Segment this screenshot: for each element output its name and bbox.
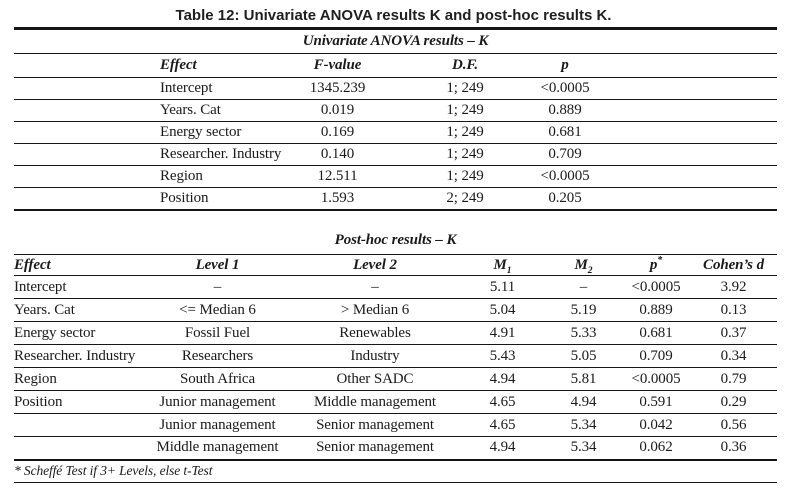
anova-cell-p: 0.205 xyxy=(535,188,595,210)
spacer-cell xyxy=(595,100,777,122)
anova-cell-effect: Intercept xyxy=(160,78,280,100)
posthoc-cell-level1: Fossil Fuel xyxy=(145,322,290,345)
posthoc-cell-d: 0.29 xyxy=(690,391,777,414)
anova-cell-effect: Position xyxy=(160,188,280,210)
anova-cell-p: 0.889 xyxy=(535,100,595,122)
anova-cell-df: 2; 249 xyxy=(395,188,535,210)
posthoc-cell-m2: 5.34 xyxy=(545,414,622,437)
posthoc-cell-p: 0.889 xyxy=(622,299,690,322)
posthoc-cell-m2: 5.81 xyxy=(545,368,622,391)
posthoc-cell-m1: 5.43 xyxy=(460,345,545,368)
spacer-cell xyxy=(14,54,160,78)
table-row xyxy=(14,368,777,391)
posthoc-cell-effect: Energy sector xyxy=(14,322,145,345)
m2-label: M xyxy=(574,256,588,273)
table-footnote-row xyxy=(14,460,777,483)
spacer-cell xyxy=(595,122,777,144)
posthoc-col-level2: Level 2 xyxy=(290,255,460,276)
anova-cell-p: 0.681 xyxy=(535,122,595,144)
posthoc-cell-m2: 5.05 xyxy=(545,345,622,368)
posthoc-cell-d: 3.92 xyxy=(690,276,777,299)
anova-results-table xyxy=(14,27,777,211)
posthoc-cell-m2: 5.33 xyxy=(545,322,622,345)
p-label: p xyxy=(649,256,658,273)
posthoc-cell-level1: Middle management xyxy=(145,437,290,460)
table-row xyxy=(14,414,777,437)
anova-cell-fvalue: 0.140 xyxy=(280,144,395,166)
table-footnote: * Scheffé Test if 3+ Levels, else t-Test xyxy=(14,460,777,483)
posthoc-cell-level2: Renewables xyxy=(290,322,460,345)
posthoc-cell-level2: Senior management xyxy=(290,437,460,460)
posthoc-cell-level2: Middle management xyxy=(290,391,460,414)
anova-col-p: p xyxy=(535,54,595,78)
posthoc-cell-m1: 5.11 xyxy=(460,276,545,299)
posthoc-cell-m2: – xyxy=(545,276,622,299)
posthoc-cell-d: 0.37 xyxy=(690,322,777,345)
anova-cell-fvalue: 0.169 xyxy=(280,122,395,144)
anova-cell-effect: Years. Cat xyxy=(160,100,280,122)
anova-cell-df: 1; 249 xyxy=(395,166,535,188)
p-asterisk: * xyxy=(657,254,663,266)
posthoc-col-effect: Effect xyxy=(14,255,145,276)
spacer-cell xyxy=(14,166,160,188)
spacer-cell xyxy=(595,54,777,78)
posthoc-col-cohens-d: Cohen’s d xyxy=(690,255,777,276)
posthoc-cell-d: 0.34 xyxy=(690,345,777,368)
posthoc-cell-d: 0.56 xyxy=(690,414,777,437)
table-row xyxy=(14,299,777,322)
anova-cell-p: 0.709 xyxy=(535,144,595,166)
spacer-cell xyxy=(14,122,160,144)
posthoc-cell-level1: <= Median 6 xyxy=(145,299,290,322)
posthoc-cell-m1: 4.94 xyxy=(460,368,545,391)
posthoc-cell-level2: > Median 6 xyxy=(290,299,460,322)
anova-col-effect: Effect xyxy=(160,54,280,78)
posthoc-cell-p: 0.591 xyxy=(622,391,690,414)
spacer-cell xyxy=(595,144,777,166)
table-row xyxy=(14,78,777,100)
table-row xyxy=(14,166,777,188)
table-row xyxy=(14,144,777,166)
anova-header-row xyxy=(14,54,777,78)
posthoc-cell-level2: Industry xyxy=(290,345,460,368)
posthoc-cell-m2: 5.34 xyxy=(545,437,622,460)
posthoc-col-m2 xyxy=(545,255,622,276)
posthoc-cell-p: <0.0005 xyxy=(622,368,690,391)
m1-subscript: 1 xyxy=(506,265,512,276)
posthoc-cell-level1: Researchers xyxy=(145,345,290,368)
posthoc-cell-d: 0.13 xyxy=(690,299,777,322)
posthoc-section-title: Post-hoc results – K xyxy=(14,228,777,255)
posthoc-section-title-row xyxy=(14,228,777,255)
posthoc-cell-effect: Position xyxy=(14,391,145,414)
posthoc-cell-level2: Other SADC xyxy=(290,368,460,391)
spacer-cell xyxy=(595,188,777,210)
posthoc-cell-p: <0.0005 xyxy=(622,276,690,299)
anova-cell-fvalue: 1.593 xyxy=(280,188,395,210)
posthoc-col-p xyxy=(622,255,690,276)
posthoc-cell-effect: Intercept xyxy=(14,276,145,299)
anova-cell-fvalue: 1345.239 xyxy=(280,78,395,100)
anova-col-fvalue: F-value xyxy=(280,54,395,78)
table-row xyxy=(14,345,777,368)
anova-section-title: Univariate ANOVA results – K xyxy=(14,29,777,54)
posthoc-cell-effect: Region xyxy=(14,368,145,391)
posthoc-results-table xyxy=(14,228,777,484)
posthoc-cell-effect: Researcher. Industry xyxy=(14,345,145,368)
anova-cell-effect: Region xyxy=(160,166,280,188)
anova-cell-df: 1; 249 xyxy=(395,100,535,122)
posthoc-cell-d: 0.36 xyxy=(690,437,777,460)
anova-cell-df: 1; 249 xyxy=(395,144,535,166)
posthoc-cell-p: 0.062 xyxy=(622,437,690,460)
spacer-cell xyxy=(595,166,777,188)
posthoc-cell-p: 0.681 xyxy=(622,322,690,345)
table-row xyxy=(14,322,777,345)
table-row xyxy=(14,391,777,414)
posthoc-cell-level1: – xyxy=(145,276,290,299)
anova-section-title-row xyxy=(14,29,777,54)
spacer-cell xyxy=(14,100,160,122)
posthoc-col-level1: Level 1 xyxy=(145,255,290,276)
anova-cell-fvalue: 0.019 xyxy=(280,100,395,122)
anova-cell-p: <0.0005 xyxy=(535,166,595,188)
posthoc-cell-m1: 4.94 xyxy=(460,437,545,460)
posthoc-cell-level1: Junior management xyxy=(145,414,290,437)
table-row xyxy=(14,437,777,460)
table-row xyxy=(14,188,777,210)
table-row xyxy=(14,100,777,122)
posthoc-cell-p: 0.042 xyxy=(622,414,690,437)
m1-label: M xyxy=(493,256,507,273)
posthoc-cell-m2: 4.94 xyxy=(545,391,622,414)
posthoc-cell-effect xyxy=(14,414,145,437)
posthoc-cell-m1: 5.04 xyxy=(460,299,545,322)
posthoc-cell-p: 0.709 xyxy=(622,345,690,368)
spacer-cell xyxy=(14,144,160,166)
posthoc-cell-m2: 5.19 xyxy=(545,299,622,322)
spacer-cell xyxy=(595,78,777,100)
posthoc-cell-m1: 4.65 xyxy=(460,414,545,437)
anova-col-df: D.F. xyxy=(395,54,535,78)
posthoc-cell-level2: – xyxy=(290,276,460,299)
table-row xyxy=(14,276,777,299)
table-caption: Table 12: Univariate ANOVA results K and post-hoc results K. xyxy=(175,7,612,24)
anova-cell-effect: Energy sector xyxy=(160,122,280,144)
posthoc-cell-m1: 4.91 xyxy=(460,322,545,345)
posthoc-cell-effect: Years. Cat xyxy=(14,299,145,322)
anova-cell-df: 1; 249 xyxy=(395,122,535,144)
posthoc-header-row xyxy=(14,255,777,276)
posthoc-cell-level1: Junior management xyxy=(145,391,290,414)
table-row xyxy=(14,122,777,144)
anova-cell-df: 1; 249 xyxy=(395,78,535,100)
posthoc-cell-level2: Senior management xyxy=(290,414,460,437)
spacer-cell xyxy=(14,78,160,100)
anova-cell-p: <0.0005 xyxy=(535,78,595,100)
posthoc-col-m1 xyxy=(460,255,545,276)
posthoc-cell-effect xyxy=(14,437,145,460)
spacer-cell xyxy=(14,188,160,210)
anova-cell-effect: Researcher. Industry xyxy=(160,144,280,166)
anova-cell-fvalue: 12.511 xyxy=(280,166,395,188)
posthoc-cell-level1: South Africa xyxy=(145,368,290,391)
m2-subscript: 2 xyxy=(587,265,593,276)
posthoc-cell-d: 0.79 xyxy=(690,368,777,391)
posthoc-cell-m1: 4.65 xyxy=(460,391,545,414)
